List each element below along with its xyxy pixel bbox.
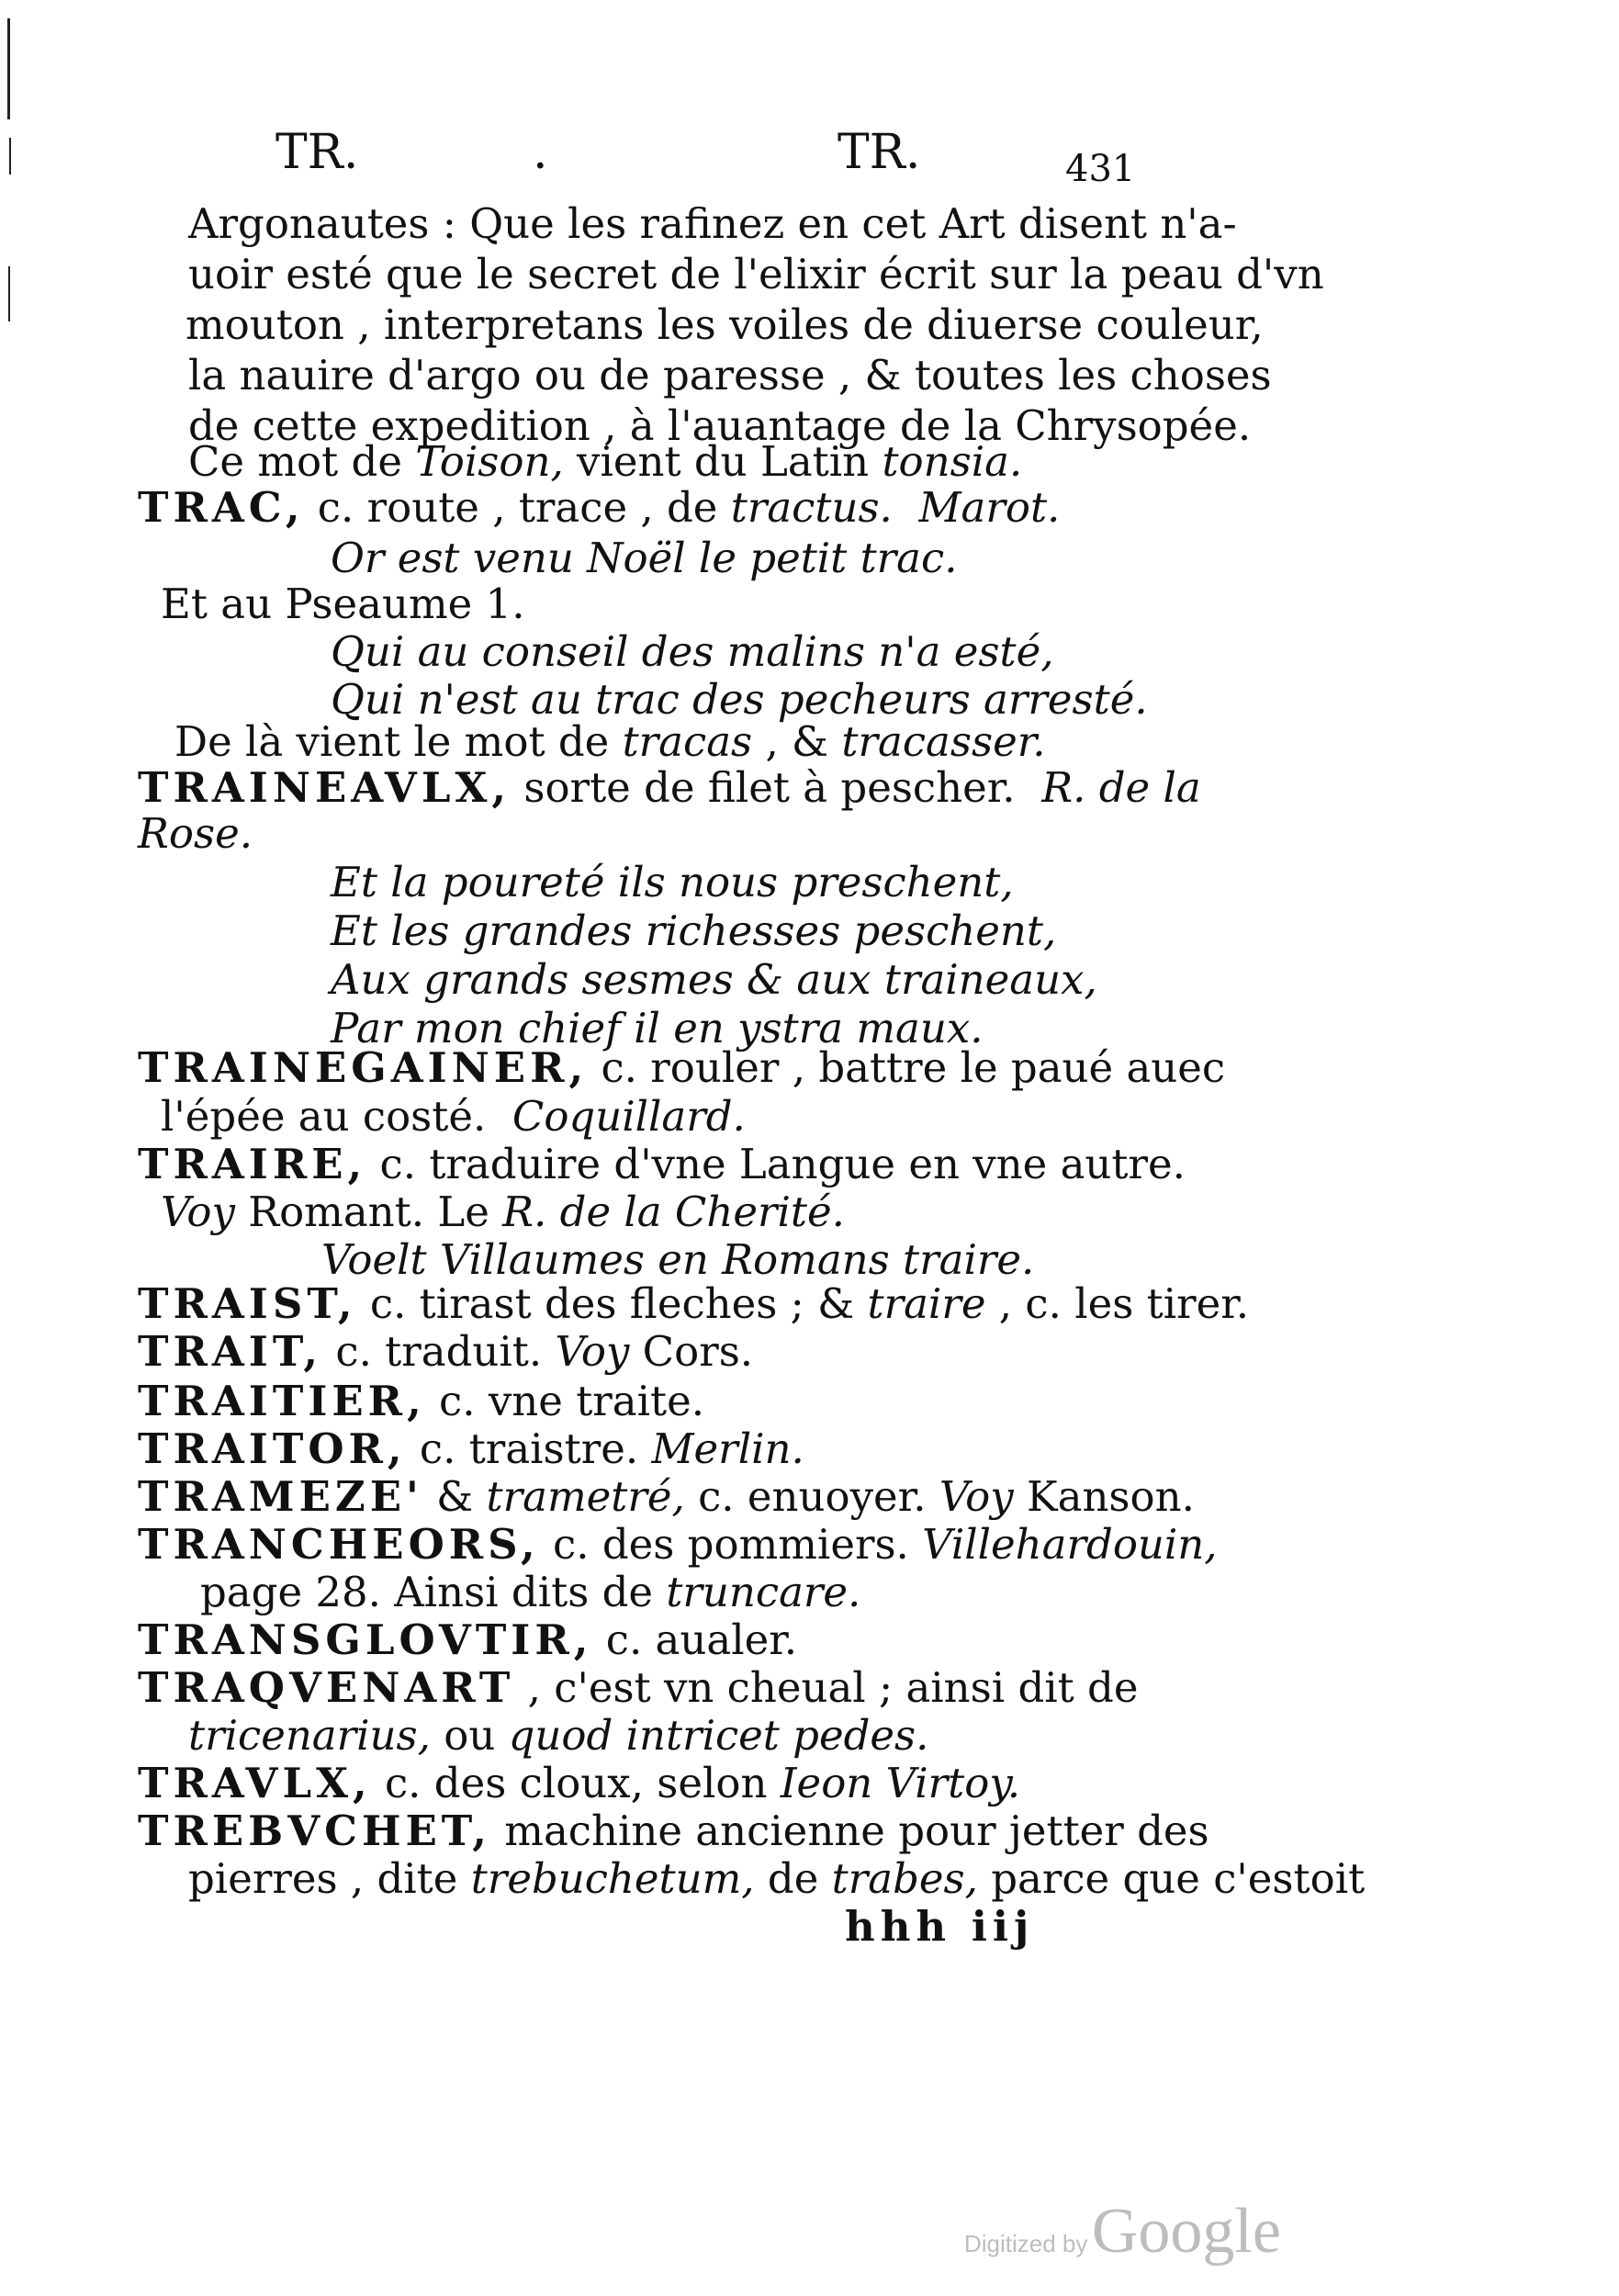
italic-word: trabes, [831, 1854, 978, 1903]
italic-word: traire [867, 1279, 986, 1328]
entry-transglovtir [138, 1616, 797, 1664]
source-citation: Merlin. [651, 1424, 804, 1473]
headword: TREBVCHET, [138, 1806, 491, 1855]
headword: TRAQVENART [138, 1663, 515, 1712]
source-citation: Marot. [918, 483, 1061, 532]
text-line [200, 1569, 860, 1616]
watermark-prefix: Digitized by [964, 2230, 1088, 2257]
verse-line: Voelt Villaumes en Romans traire. [321, 1235, 1035, 1284]
text: pierres , dite [188, 1854, 471, 1903]
definition: sorte de filet à pescher. [511, 763, 1016, 812]
verse-line: Or est venu Noël le petit trac. [331, 534, 958, 582]
margin-mark [9, 138, 11, 174]
text: , & [752, 717, 842, 766]
text-line [188, 1855, 1365, 1903]
text: Kanson. [1013, 1472, 1195, 1521]
margin-mark [8, 266, 10, 321]
running-header-dot: . [533, 125, 548, 180]
verse-line: Par mon chief il en ystra maux. [331, 1004, 984, 1052]
text-line: de cette expedition , à l'auantage de la Chrysopée. [188, 401, 1252, 450]
text: page 28. Ainsi dits de [200, 1568, 667, 1616]
headword: TRANCHEORS, [138, 1520, 540, 1569]
verse-line: Aux grands sesmes & aux traineaux, [331, 955, 1097, 1004]
source-citation: Villehardouin, [922, 1520, 1218, 1569]
source-citation: Ieon Virtoy. [780, 1759, 1021, 1807]
italic-word: truncare. [666, 1568, 861, 1616]
verse-line: Et la poureté ils nous preschent, [331, 858, 1014, 906]
definition: c. vne traite. [425, 1377, 705, 1425]
definition: c. aualer. [592, 1615, 798, 1664]
italic-word: tricenarius, [188, 1711, 431, 1760]
verse-line: Qui n'est au trac des pecheurs arresté. [331, 675, 1148, 724]
headword: TRAITIER, [138, 1377, 426, 1425]
entry-traire [138, 1141, 1186, 1188]
text-line [161, 1188, 845, 1236]
headword: TRAC, [138, 483, 305, 532]
definition: c. rouler , battre le paué auec [588, 1043, 1226, 1092]
headword: TRAIT, [138, 1327, 323, 1376]
source-citation: R. de la Cherité. [502, 1187, 845, 1236]
entry-traineaulx [138, 764, 1201, 812]
italic-word: Toison, [415, 437, 564, 486]
definition: c. des pommiers. [539, 1520, 923, 1569]
headword: TRAMEZE' [138, 1472, 423, 1521]
margin-mark [7, 18, 10, 119]
definition: c. tirast des fleches ; & [356, 1279, 868, 1328]
text-line [174, 718, 1046, 766]
running-header-left: TR. [275, 125, 359, 180]
definition: machine ancienne pour jetter des [490, 1806, 1209, 1855]
text-line [188, 1712, 928, 1760]
text: vient du Latin [563, 437, 883, 486]
definition: c. route , trace , de [304, 483, 731, 532]
entry-trainegainer [138, 1044, 1225, 1092]
text: & [422, 1472, 487, 1521]
text: Ce mot de [188, 437, 416, 486]
italic-word: Voy [161, 1187, 235, 1236]
italic-word: trametré, [486, 1472, 685, 1521]
text-line: Argonautes : Que les rafinez en cet Art disent n'a- [188, 199, 1237, 248]
entry-trebvchet [138, 1807, 1209, 1855]
text: Romant. Le [234, 1187, 503, 1236]
entry-trac [138, 484, 1060, 532]
entry-traist [138, 1280, 1249, 1328]
running-header-center: TR. [838, 125, 921, 180]
entry-travlx [138, 1760, 1020, 1807]
headword: TRAVLX, [138, 1759, 372, 1807]
text-line: uoir esté que le secret de l'elixir écrit sur la peau d'vn [188, 250, 1324, 298]
text-line [188, 438, 1022, 486]
digitized-watermark [964, 2195, 1281, 2268]
definition: c. traduit. [322, 1327, 556, 1376]
text-line: Rose. [138, 809, 253, 858]
headword: TRAINEGAINER, [138, 1043, 589, 1092]
text: De là vient le mot de [174, 717, 623, 766]
google-logo: Google [1091, 2196, 1281, 2267]
italic-word: quod intricet pedes. [508, 1711, 929, 1760]
definition: c. enuoyer. [684, 1472, 939, 1521]
entry-trameze [138, 1473, 1195, 1521]
source-citation: Coquillard. [512, 1092, 746, 1141]
definition: c. des cloux, selon [371, 1759, 781, 1807]
verse-line: Et les grandes richesses peschent, [331, 906, 1057, 955]
text: de [754, 1854, 832, 1903]
italic-word: trebuchetum, [470, 1854, 755, 1903]
entry-traitier [138, 1378, 704, 1425]
text: , c. les tirer. [985, 1279, 1250, 1328]
headword: TRAIRE, [138, 1140, 367, 1188]
italic-word: Voy [939, 1472, 1014, 1521]
verse-line: Qui au conseil des malins n'a esté, [331, 627, 1054, 676]
entry-trancheors [138, 1521, 1218, 1569]
entry-trait [138, 1328, 753, 1376]
signature-mark: hhh iij [845, 1902, 1035, 1951]
headword: TRAIST, [138, 1279, 357, 1328]
italic-word: tracas [622, 717, 753, 766]
text-line: Et au Pseaume 1. [161, 580, 525, 628]
source-citation: R. de la [1041, 763, 1201, 812]
entry-traitor [138, 1425, 804, 1473]
italic-word: tracasser. [841, 717, 1046, 766]
text: ou [430, 1711, 509, 1760]
page-number: 431 [1065, 148, 1136, 190]
headword: TRANSGLOVTIR, [138, 1615, 593, 1664]
headword: TRAITOR, [138, 1424, 407, 1473]
definition: c. traduire d'vne Langue en vne autre. [366, 1140, 1186, 1188]
text-line: la nauire d'argo ou de paresse , & toutes les choses [188, 351, 1272, 400]
definition: c. traistre. [406, 1424, 652, 1473]
entry-traqvenart [138, 1664, 1138, 1712]
text-line: mouton , interpretans les voiles de diuerse couleur, [186, 300, 1264, 349]
text-line [161, 1093, 746, 1141]
italic-word: tonsia. [882, 437, 1023, 486]
headword: TRAINEAVLX, [138, 763, 512, 812]
text: l'épée au costé. [161, 1092, 500, 1141]
definition: , c'est vn cheual ; ainsi dit de [514, 1663, 1139, 1712]
text: Cors. [629, 1327, 754, 1376]
italic-word: Voy [555, 1327, 630, 1376]
text: parce que c'estoit [977, 1854, 1366, 1903]
italic-word: tractus. [730, 483, 893, 532]
